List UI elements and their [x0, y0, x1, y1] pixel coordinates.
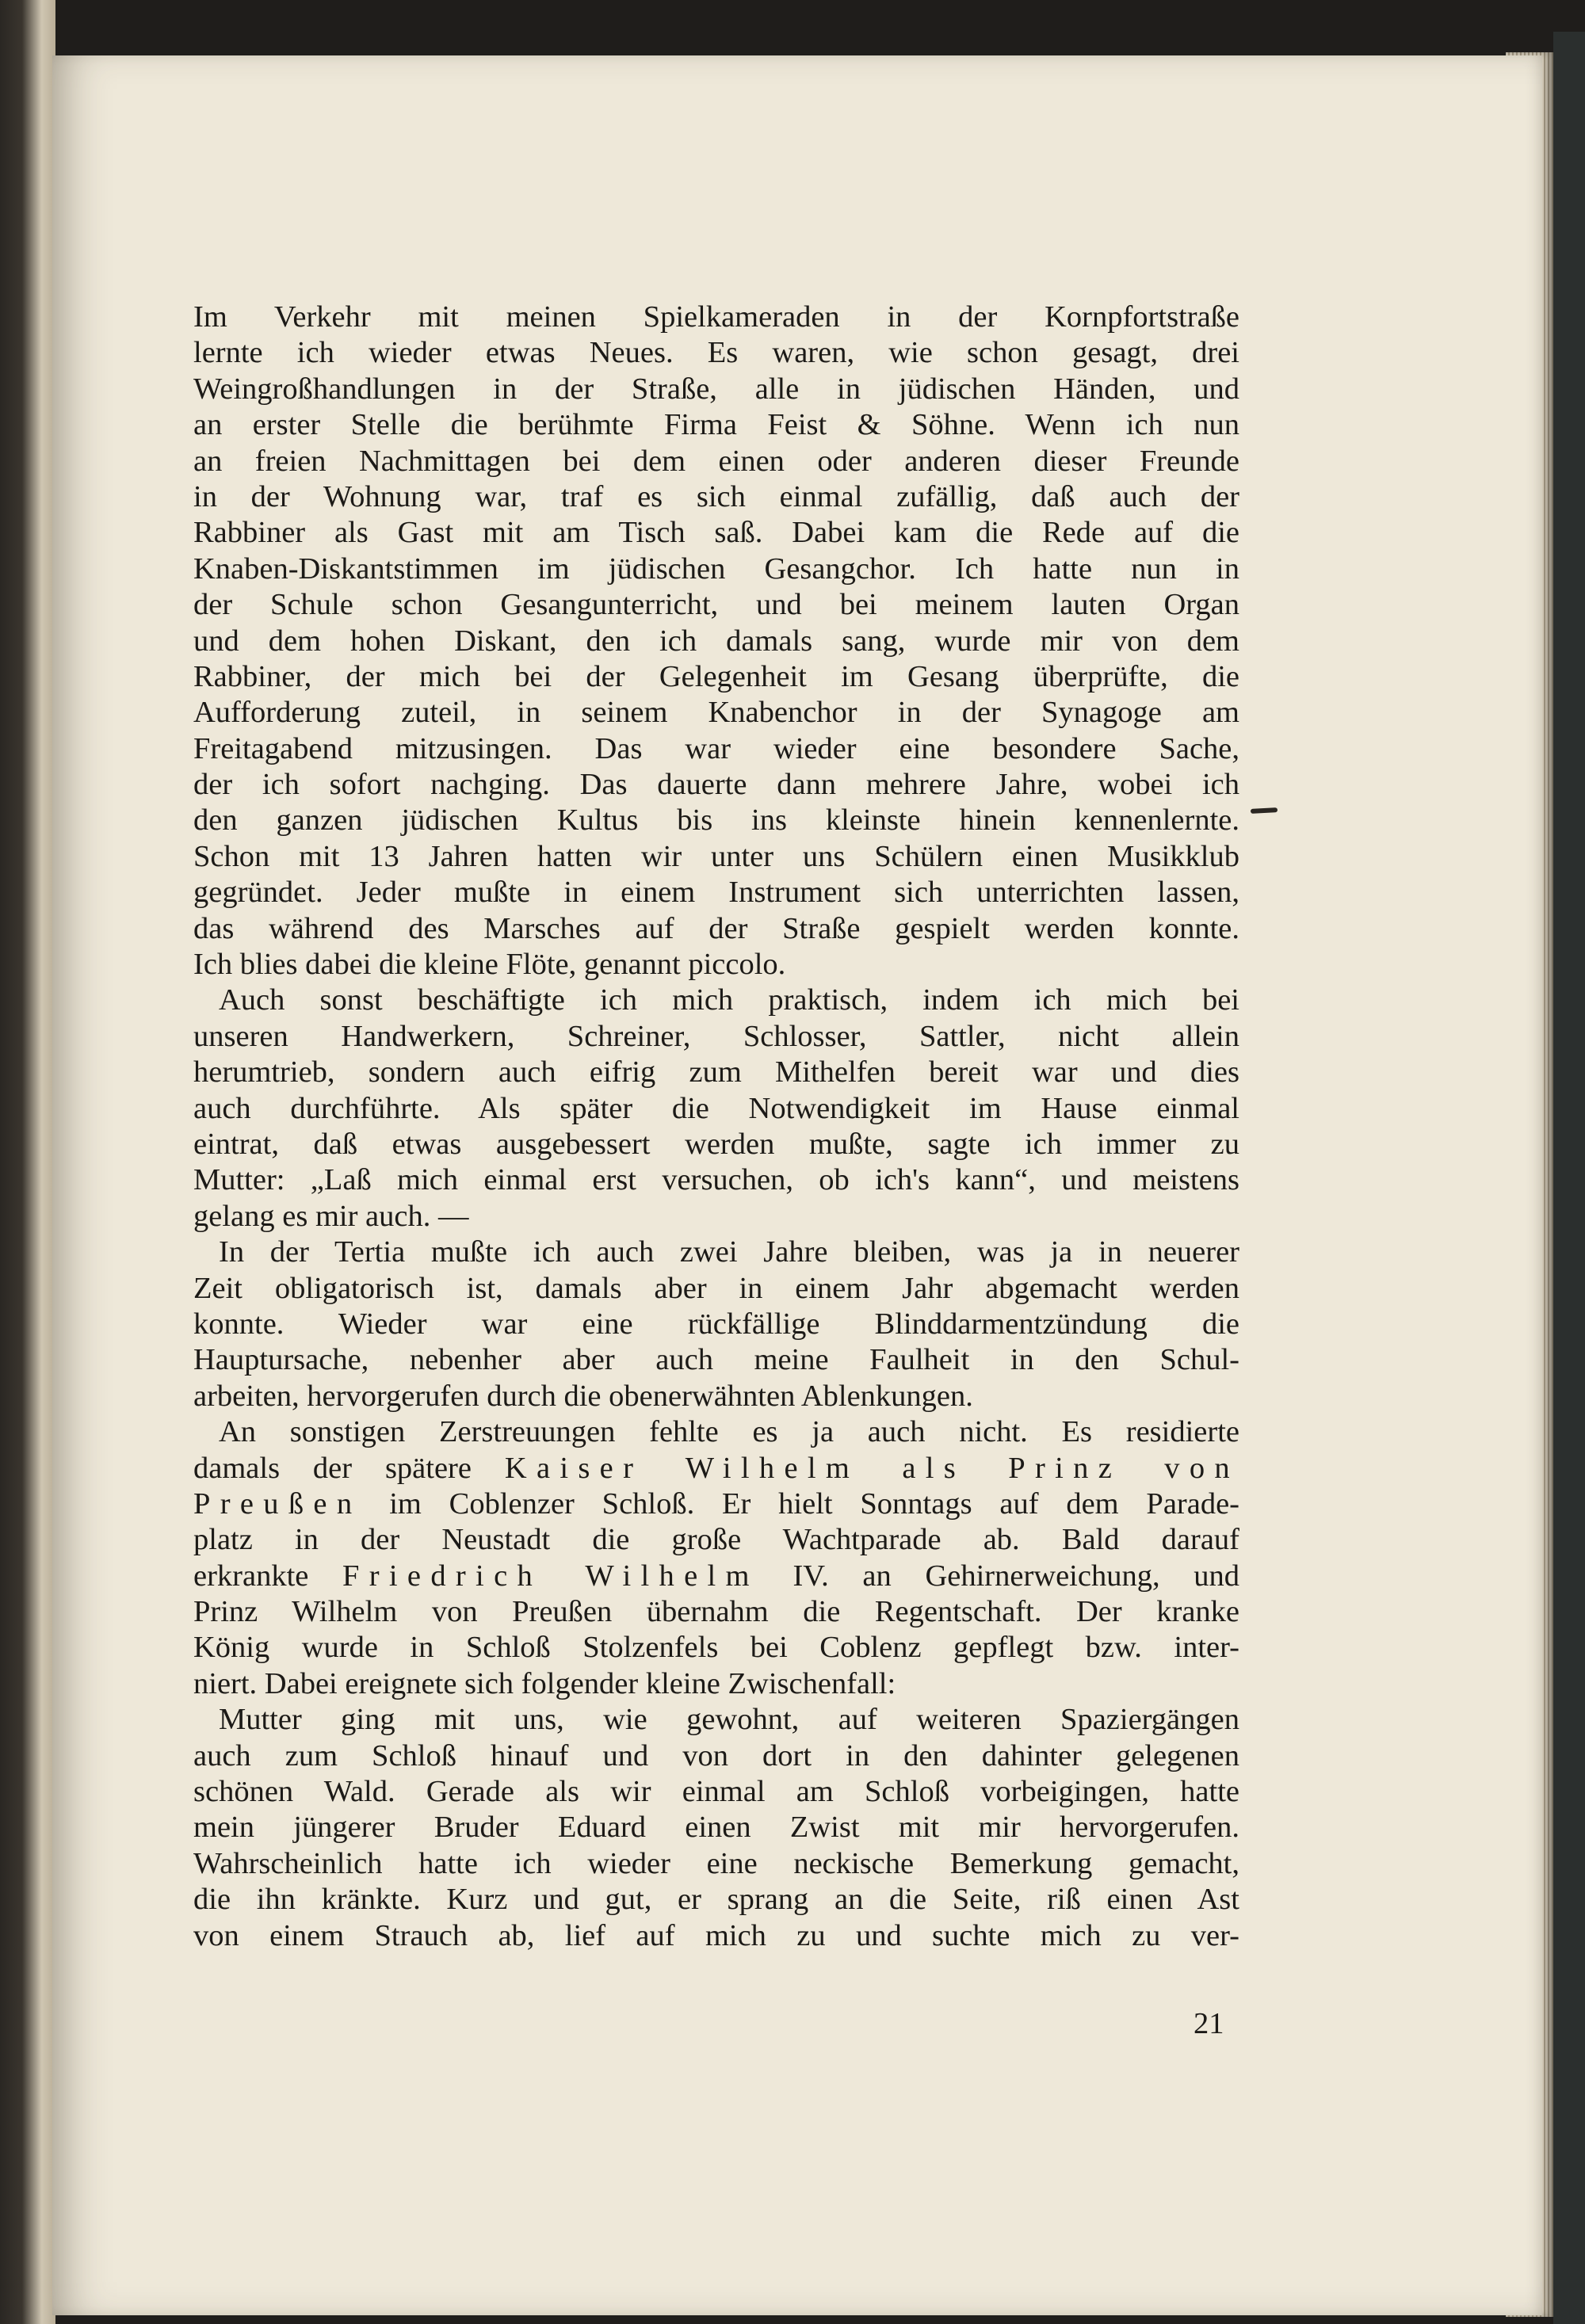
text-line: konnte. Wieder war eine rückfällige Blinddarmentzündung die [193, 1307, 1239, 1341]
text-line: in der Wohnung war, traf es sich einmal zufällig, daß auch der [193, 479, 1239, 513]
text-line: an erster Stelle die berühmte Firma Feist & Söhne. Wenn ich nun [193, 408, 1239, 442]
text-line: Aufforderung zuteil, in seinem Knabenchor in der Synagoge am [193, 696, 1239, 730]
text-line: Rabbiner, der mich bei der Gelegenheit im Gesang überprüfte, die [193, 659, 1239, 693]
text-line: Rabbiner als Gast mit am Tisch saß. Dabei kam die Rede auf die [193, 516, 1239, 550]
text-line: herumtrieb, sondern auch eifrig zum Mithelfen bereit war und dies [193, 1055, 1239, 1089]
text-line: auch zum Schloß hinauf und von dort in den dahinter gelegenen [193, 1738, 1239, 1773]
text-line: der ich sofort nachging. Das dauerte dann mehrere Jahre, wobei ich [193, 768, 1239, 802]
text-line: unseren Handwerkern, Schreiner, Schlosser, Sattler, nicht allein [193, 1019, 1239, 1053]
text-line [193, 1451, 1239, 1486]
text-line: Weingroßhandlungen in der Straße, alle in jüdischen Händen, und [193, 372, 1239, 406]
text-line: In der Tertia mußte ich auch zwei Jahre bleiben, was ja in neuerer [219, 1235, 1239, 1269]
text-line: an freien Nachmittagen bei dem einen oder anderen dieser Freunde [193, 444, 1239, 478]
text-line: König wurde in Schloß Stolzenfels bei Coblenz gepflegt bzw. inter- [193, 1631, 1239, 1665]
text-line: schönen Wald. Gerade als wir einmal am Schloß vorbeigingen, hatte [193, 1775, 1239, 1809]
text-line [193, 1486, 1239, 1522]
text-line: gelang es mir auch. — [193, 1199, 469, 1233]
text-line: Im Verkehr mit meinen Spielkameraden in der Kornpfortstraße [193, 300, 1239, 334]
text-line: Mutter ging mit uns, wie gewohnt, auf weiteren Spaziergängen [219, 1703, 1239, 1737]
text-line: gegründet. Jeder mußte in einem Instrument sich unterrichten lassen, [193, 876, 1239, 910]
text-line: Ich blies dabei die kleine Flöte, genannt piccolo. [193, 948, 786, 982]
text-line: mein jüngerer Bruder Eduard einen Zwist mit mir hervorgerufen. [193, 1811, 1239, 1845]
page-number: 21 [1194, 2007, 1224, 2040]
text-line: Schon mit 13 Jahren hatten wir unter uns Schülern einen Musikklub [193, 839, 1239, 873]
text-line: die ihn kränkte. Kurz und gut, er sprang an die Seite, riß einen Ast [193, 1883, 1239, 1917]
text-line: den ganzen jüdischen Kultus bis ins kleinste hinein kennenlernte. [193, 803, 1239, 838]
spaced-name: Friedrich Wilhelm [342, 1559, 759, 1593]
text-segment: erkrankte [193, 1559, 343, 1593]
text-line: Hauptursache, nebenher aber auch meine Faulheit in den Schul- [193, 1343, 1239, 1377]
text-line: platz in der Neustadt die große Wachtparade ab. Bald darauf [193, 1523, 1239, 1557]
text-line: von einem Strauch ab, lief auf mich zu und suchte mich zu ver- [193, 1918, 1239, 1952]
body-text [193, 300, 1239, 1954]
text-line: lernte ich wieder etwas Neues. Es waren, wie schon gesagt, drei [193, 336, 1239, 370]
text-line: Zeit obligatorisch ist, damals aber in einem Jahr abgemacht werden [193, 1271, 1239, 1305]
text-line: das während des Marsches auf der Straße gespielt werden konnte. [193, 911, 1239, 945]
text-line: Prinz Wilhelm von Preußen übernahm die Regentschaft. Der kranke [193, 1595, 1239, 1629]
text-line: An sonstigen Zerstreuungen fehlte es ja auch nicht. Es residierte [219, 1415, 1239, 1449]
book-cover-edge [1553, 32, 1585, 2324]
text-line: auch durchführte. Als später die Notwendigkeit im Hause einmal [193, 1091, 1239, 1125]
text-line: niert. Dabei ereignete sich folgender kleine Zwischenfall: [193, 1666, 896, 1700]
text-segment: im Coblenzer Schloß. Er hielt Sonntags auf dem Parade- [361, 1486, 1239, 1521]
text-line: Auch sonst beschäftigte ich mich praktisch, indem ich mich bei [219, 983, 1239, 1017]
text-line [193, 1559, 1239, 1594]
text-line: Freitagabend mitzusingen. Das war wieder eine besondere Sache, [193, 731, 1239, 765]
text-line: eintrat, daß etwas ausgebessert werden mußte, sagte ich immer zu [193, 1127, 1239, 1161]
text-segment: IV. an Gehirnerweichung, und [758, 1559, 1240, 1593]
text-segment: damals der spätere [193, 1451, 505, 1485]
spaced-name: Kaiser Wilhelm als Prinz von [504, 1451, 1239, 1485]
text-line: und dem hohen Diskant, den ich damals sang, wurde mir von dem [193, 624, 1239, 658]
text-line: der Schule schon Gesangunterricht, und bei meinem lauten Organ [193, 588, 1239, 622]
text-line: Knaben-Diskantstimmen im jüdischen Gesangchor. Ich hatte nun in [193, 551, 1239, 586]
text-line: Mutter: „Laß mich einmal erst versuchen, ob ich's kann“, und meistens [193, 1163, 1239, 1197]
book-gutter [0, 0, 55, 2324]
text-line: arbeiten, hervorgerufen durch die obenerwähnten Ablenkungen. [193, 1379, 973, 1413]
text-line: Wahrscheinlich hatte ich wieder eine neckische Bemerkung gemacht, [193, 1846, 1239, 1880]
spaced-name: Preußen [193, 1486, 362, 1521]
